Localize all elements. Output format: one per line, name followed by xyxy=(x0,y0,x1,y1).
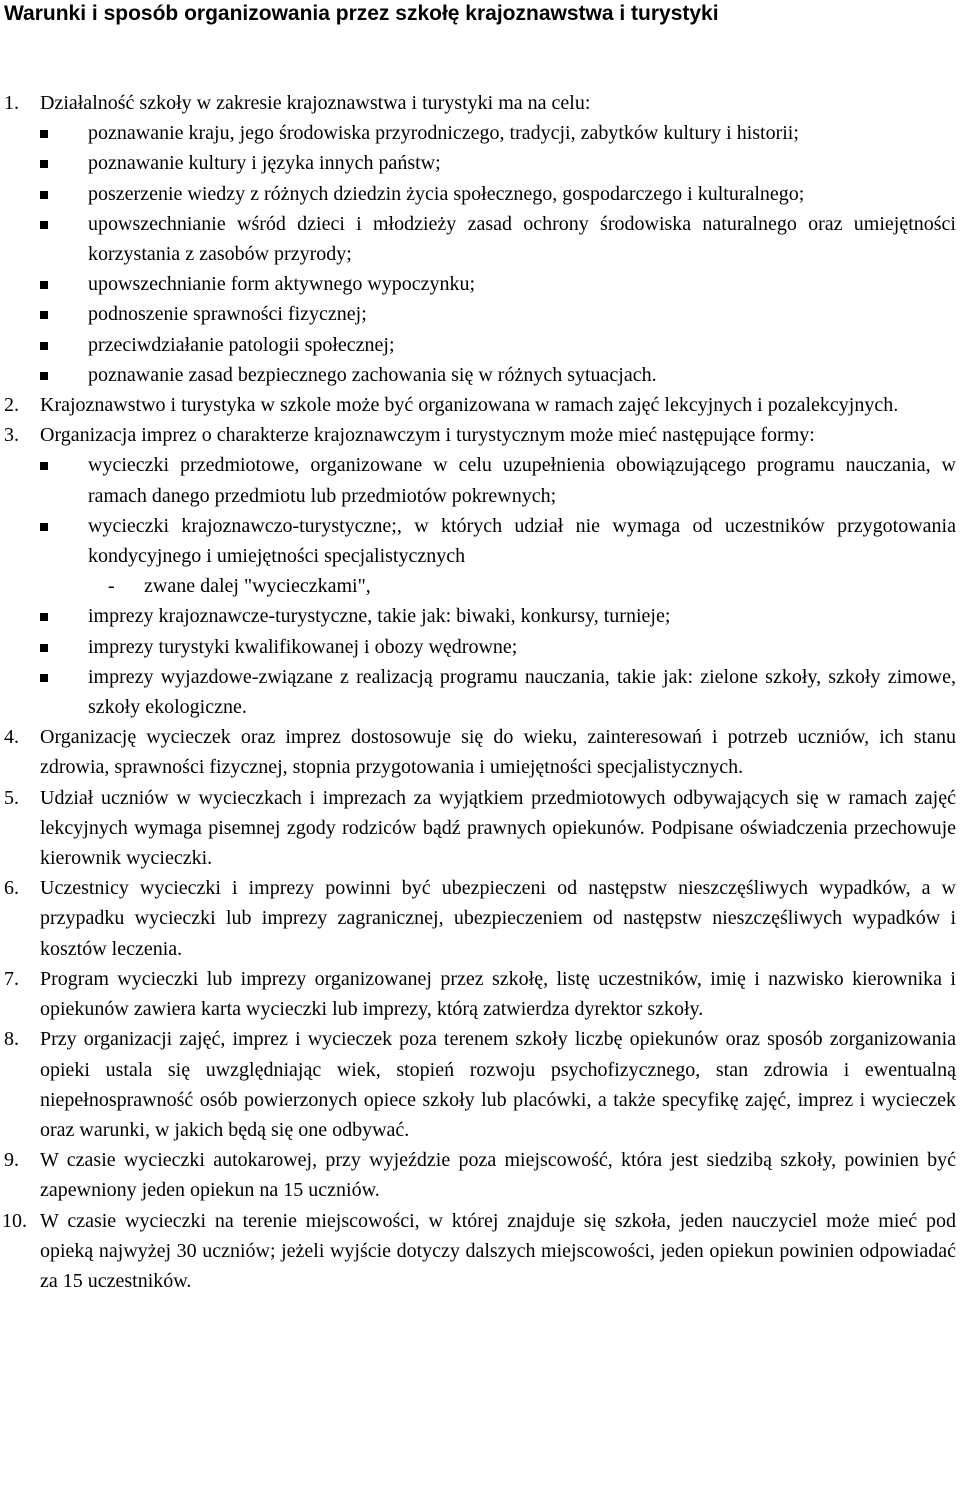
document-title: Warunki i sposób organizowania przez szkołę krajoznawstwa i turystyki xyxy=(4,2,719,25)
square-bullet-icon xyxy=(40,130,48,138)
bullet-text: imprezy wyjazdowe-związane z realizacją programu nauczania, takie jak: zielone szkoły, szkoły zimowe, szkoły ekologiczne. xyxy=(88,665,956,719)
section-number: 3. xyxy=(4,424,19,447)
section-text: W czasie wycieczki na terenie miejscowości, w której znajduje się szkoła, jeden nauczyciel może mieć pod opieką najwyżej 30 uczniów; jeżeli wyjście dotyczy dalszych miejscowości, jeden opiekun powinien odpowiadać za 15 uczestników. xyxy=(40,1209,956,1292)
bullet-item xyxy=(40,209,956,269)
square-bullet-icon xyxy=(40,523,48,531)
square-bullet-icon xyxy=(40,462,48,470)
bullet-item xyxy=(40,330,956,360)
bullet-item xyxy=(40,601,956,631)
dash-mark: - xyxy=(108,575,115,598)
section-text: Organizacja imprez o charakterze krajoznawczym i turystycznym może mieć następujące formy: xyxy=(40,424,815,447)
document-body xyxy=(0,88,960,1296)
bullet-text: przeciwdziałanie patologii społecznej; xyxy=(88,333,395,356)
section-number: 1. xyxy=(4,92,19,114)
section-number: 8. xyxy=(4,1028,19,1051)
section-5 xyxy=(0,783,956,874)
section-9 xyxy=(0,1145,956,1205)
square-bullet-icon xyxy=(40,342,48,350)
square-bullet-icon xyxy=(40,311,48,319)
section-number: 4. xyxy=(4,726,19,749)
square-bullet-icon xyxy=(40,191,48,199)
section-number: 9. xyxy=(4,1149,19,1172)
section-number: 7. xyxy=(4,967,19,990)
bullet-text: poznawanie kraju, jego środowiska przyrodniczego, tradycji, zabytków kultury i historii; xyxy=(88,122,799,145)
bullet-text: poznawanie kultury i języka innych państw; xyxy=(88,152,441,175)
bullet-item xyxy=(40,450,956,510)
bullet-text: imprezy krajoznawcze-turystyczne, takie jak: biwaki, konkursy, turnieje; xyxy=(88,605,671,628)
bullet-text: wycieczki przedmiotowe, organizowane w celu uzupełnienia obowiązującego programu nauczania, w ramach danego przedmiotu lub przedmiotów pokrewnych; xyxy=(88,454,956,507)
square-bullet-icon xyxy=(40,644,48,652)
section-number: 5. xyxy=(4,786,19,809)
section-text: Działalność szkoły w zakresie krajoznawstwa i turystyki ma na celu: xyxy=(40,92,591,114)
bullet-item xyxy=(40,148,956,178)
section-2 xyxy=(0,390,956,420)
square-bullet-icon xyxy=(40,613,48,621)
section-text: Program wycieczki lub imprezy organizowanej przez szkołę, listę uczestników, imię i nazwisko kierownika i opiekunów zawiera karta wycieczki lub imprezy, którą zatwierdza dyrektor szkoły. xyxy=(40,967,956,1021)
section-1 xyxy=(0,88,956,390)
bullet-item xyxy=(40,662,956,722)
dash-note-text: zwane dalej "wycieczkami", xyxy=(144,575,371,598)
section-number: 10. xyxy=(2,1209,27,1232)
section-3 xyxy=(0,420,956,722)
square-bullet-icon xyxy=(40,674,48,682)
bullet-text: upowszechnianie form aktywnego wypoczynku; xyxy=(88,273,476,296)
section-text: W czasie wycieczki autokarowej, przy wyjeździe poza miejscowość, która jest siedzibą szkoły, powinien być zapewniony jeden opiekun na 15 uczniów. xyxy=(40,1149,956,1202)
bullet-list xyxy=(40,118,956,390)
section-number: 2. xyxy=(4,394,19,417)
square-bullet-icon xyxy=(40,221,48,229)
bullet-text: poznawanie zasad bezpiecznego zachowania się w różnych sytuacjach. xyxy=(88,363,657,386)
section-7 xyxy=(0,964,956,1024)
section-text: Przy organizacji zajęć, imprez i wycieczek poza terenem szkoły liczbę opiekunów oraz sposób zorganizowania opieki ustala się uwzględniając wiek, stopień rozwoju psychofizycznego, stan zdrowia i ewentualną niepełnosprawność osób powierzonych opiece szkoły lub placówki, a także specyfikę zajęć, imprez i wycieczek oraz warunki, w jakich będą się one odbywać. xyxy=(40,1028,956,1141)
bullet-text: poszerzenie wiedzy z różnych dziedzin życia społecznego, gospodarczego i kulturalnego; xyxy=(88,182,805,205)
bullet-text: imprezy turystyki kwalifikowanej i obozy wędrowne; xyxy=(88,635,518,658)
square-bullet-icon xyxy=(40,281,48,289)
bullet-text: upowszechnianie wśród dzieci i młodzieży zasad ochrony środowiska naturalnego oraz umiejętności korzystania z zasobów przyrody; xyxy=(88,212,956,266)
bullet-item xyxy=(40,511,956,571)
bullet-text: podnoszenie sprawności fizycznej; xyxy=(88,303,367,326)
section-text: Krajoznawstwo i turystyka w szkole może być organizowana w ramach zajęć lekcyjnych i pozalekcyjnych. xyxy=(40,394,899,417)
section-6 xyxy=(0,873,956,964)
bullet-item xyxy=(40,269,956,299)
bullet-item xyxy=(40,179,956,209)
bullet-item xyxy=(40,632,956,662)
square-bullet-icon xyxy=(40,160,48,168)
bullet-item xyxy=(40,299,956,329)
bullet-text: wycieczki krajoznawczo-turystyczne;, w których udział nie wymaga od uczestników przygotowania kondycyjnego i umiejętności specjalistycznych xyxy=(88,514,956,568)
section-text: Uczestnicy wycieczki i imprezy powinni być ubezpieczeni od następstw nieszczęśliwych wypadków, a w przypadku wycieczki lub imprezy zagranicznej, ubezpieczeniem od następstw nieszczęśliwych wypadków i kosztów leczenia. xyxy=(40,877,956,960)
section-8 xyxy=(0,1024,956,1145)
bullet-list xyxy=(40,450,956,722)
dash-note xyxy=(40,571,956,601)
section-text: Organizację wycieczek oraz imprez dostosowuje się do wieku, zainteresowań i potrzeb uczniów, ich stanu zdrowia, sprawności fizycznej, stopnia przygotowania i umiejętności specjalistycznych. xyxy=(40,726,956,779)
section-10 xyxy=(0,1206,956,1297)
square-bullet-icon xyxy=(40,372,48,380)
bullet-item xyxy=(40,118,956,148)
section-4 xyxy=(0,722,956,782)
section-text: Udział uczniów w wycieczkach i imprezach za wyjątkiem przedmiotowych odbywających się w ramach zajęć lekcyjnych wymaga pisemnej zgody rodziców bądź prawnych opiekunów. Podpisane oświadczenia przechowuje kierownik wycieczki. xyxy=(40,786,956,870)
section-number: 6. xyxy=(4,877,19,900)
bullet-item xyxy=(40,360,956,390)
